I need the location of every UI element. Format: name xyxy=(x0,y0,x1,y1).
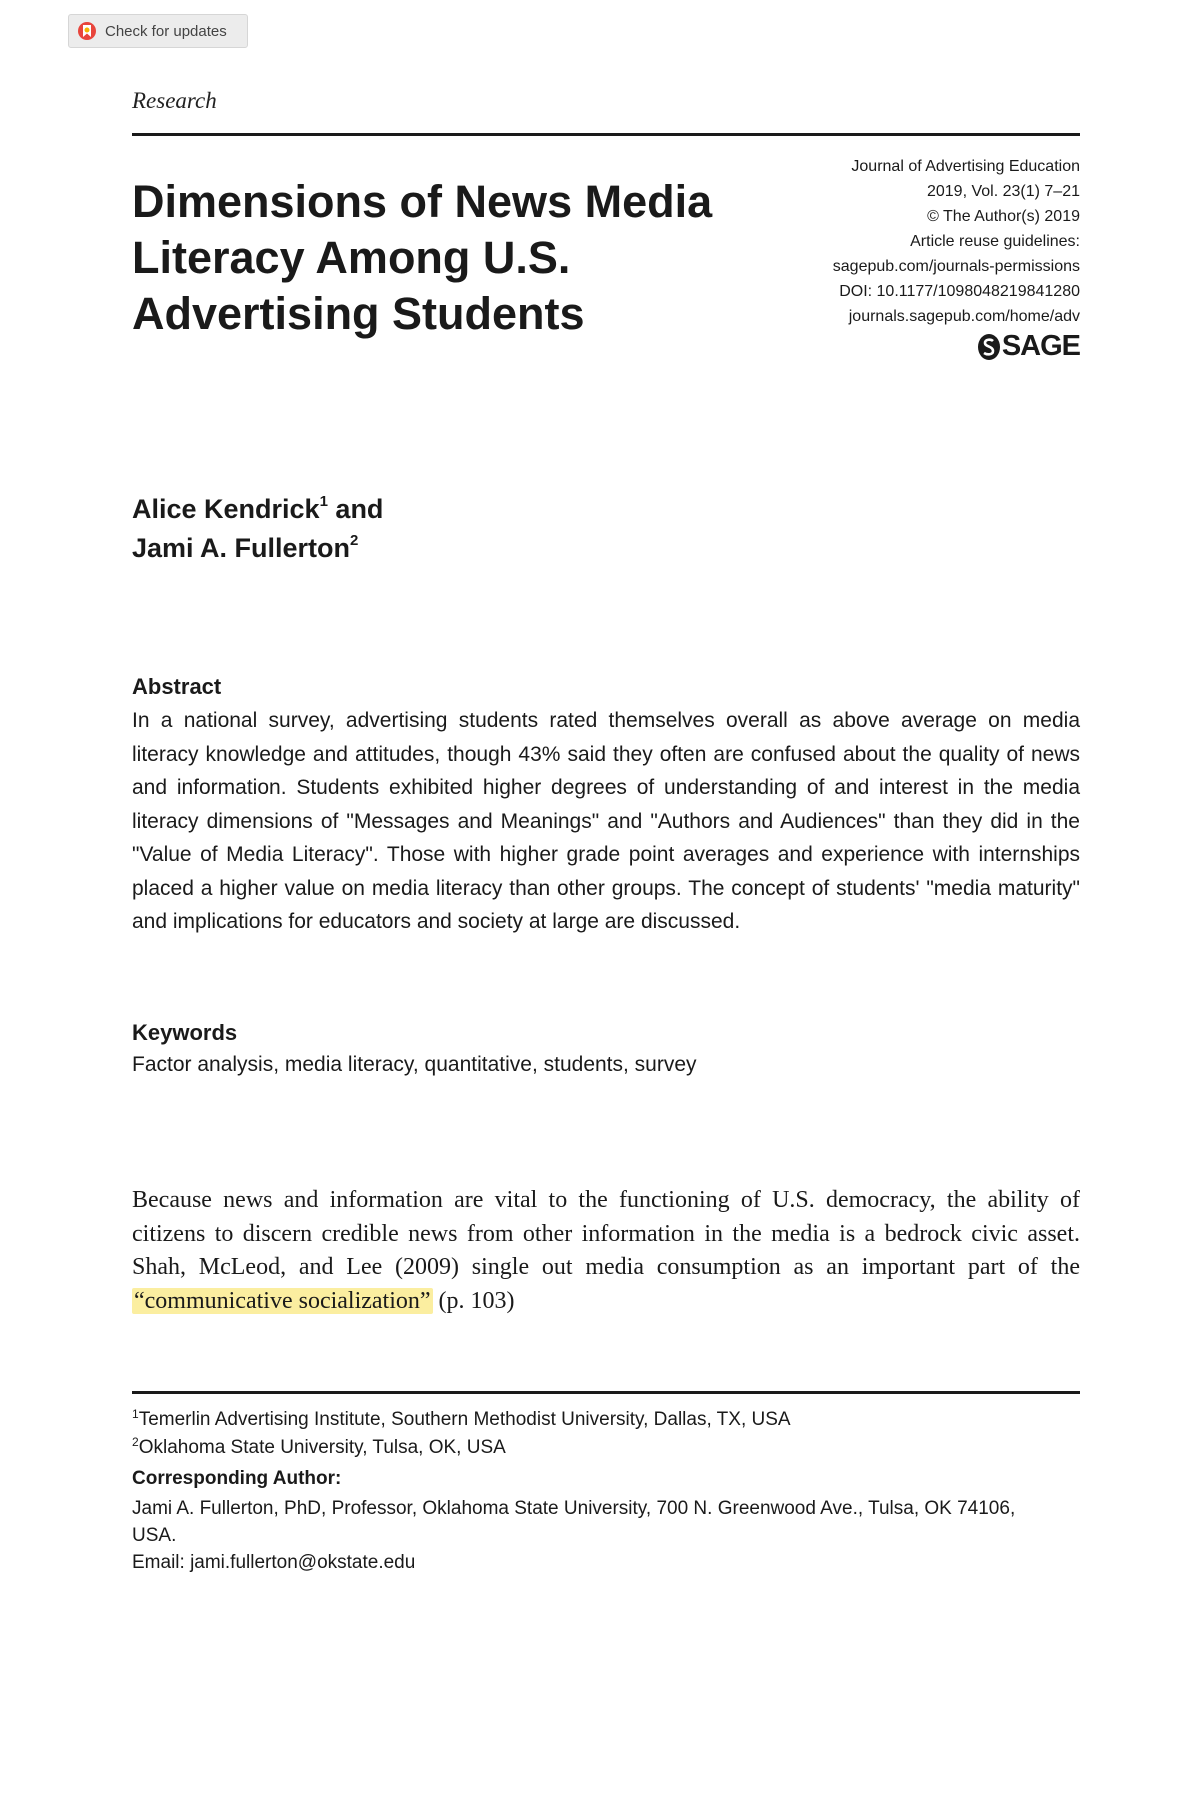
check-for-updates-button[interactable] xyxy=(68,14,248,48)
corresponding-author-email[interactable]: Email: jami.fullerton@okstate.edu xyxy=(132,1552,416,1573)
journal-volume: 2019, Vol. 23(1) 7–21 xyxy=(926,183,1080,200)
affiliation-2-text: Oklahoma State University, Tulsa, OK, USA xyxy=(138,1437,506,1458)
article-title: Dimensions of News Media Literacy Among U.S. Advertising Students xyxy=(132,176,713,339)
body-text-before: Because news and information are vital to the functioning of U.S. democracy, the ability of citizens to discern credible news from other information in the media is a bedrock civic asset. Shah, McLeod, and Lee (2009) single out media consumption as an important part of the xyxy=(132,1187,1080,1280)
author-1-affiliation-marker: 1 xyxy=(319,493,328,510)
corresponding-author-details xyxy=(132,1495,1052,1576)
author-line-1 xyxy=(132,490,383,529)
check-updates-label: Check for updates xyxy=(105,22,227,40)
section-label: Research xyxy=(132,88,217,113)
affiliations xyxy=(132,1406,791,1462)
reuse-guidelines-label: Article reuse guidelines: xyxy=(910,233,1080,250)
keywords-heading: Keywords xyxy=(132,1020,238,1045)
corresponding-author-heading: Corresponding Author: xyxy=(132,1468,342,1489)
permissions-link[interactable]: sagepub.com/journals-permissions xyxy=(832,258,1080,275)
affiliation-1 xyxy=(132,1406,791,1434)
keywords-text: Factor analysis, media literacy, quantitative, students, survey xyxy=(132,1053,697,1076)
journal-home-link[interactable]: journals.sagepub.com/home/adv xyxy=(848,308,1080,325)
affiliation-1-marker: 1 xyxy=(132,1407,139,1421)
journal-info xyxy=(833,154,1080,329)
header-rule xyxy=(132,133,1080,136)
doi-link[interactable]: DOI: 10.1177/1098048219841280 xyxy=(839,283,1080,300)
affiliation-2 xyxy=(132,1434,791,1462)
affiliation-1-text: Temerlin Advertising Institute, Southern Methodist University, Dallas, TX, USA xyxy=(138,1409,791,1430)
author-2: Jami A. Fullerton xyxy=(132,533,351,563)
corresponding-author-address: Jami A. Fullerton, PhD, Professor, Oklahoma State University, 700 N. Greenwood Ave., Tulsa, OK 74106, USA. xyxy=(132,1498,1016,1546)
author-line-2 xyxy=(132,529,383,568)
sage-logo-text: SAGE xyxy=(1001,330,1080,362)
author-connector: and xyxy=(327,494,384,524)
authors xyxy=(132,490,383,568)
affiliation-2-marker: 2 xyxy=(132,1435,139,1449)
journal-copyright: © The Author(s) 2019 xyxy=(927,208,1080,225)
check-updates-icon xyxy=(77,21,97,41)
author-1: Alice Kendrick xyxy=(132,494,320,524)
body-paragraph xyxy=(132,1184,1080,1318)
author-2-affiliation-marker: 2 xyxy=(350,532,359,549)
body-text-after: (p. 103) xyxy=(432,1287,515,1314)
abstract-text: In a national survey, advertising students rated themselves overall as above average on media literacy knowledge and attitudes, though 43% said they often are confused about the quality of news and information. Students exhibited higher degrees of understanding of and interest in the media literacy dimensions of "Messages and Meanings" and "Authors and Audiences" than they did in the "Value of Media Literacy". Those with higher grade point averages and experience with internships placed a higher value on media literacy than other groups. The concept of students' "media maturity" and implications for educators and society at large are discussed. xyxy=(132,709,1080,933)
sage-logo xyxy=(977,330,1080,363)
highlighted-quote[interactable]: “communicative socialization” xyxy=(134,1287,431,1314)
abstract-heading: Abstract xyxy=(132,674,222,699)
sage-logo-icon xyxy=(977,333,1001,361)
footnote-rule xyxy=(132,1391,1080,1394)
journal-name: Journal of Advertising Education xyxy=(851,158,1080,175)
